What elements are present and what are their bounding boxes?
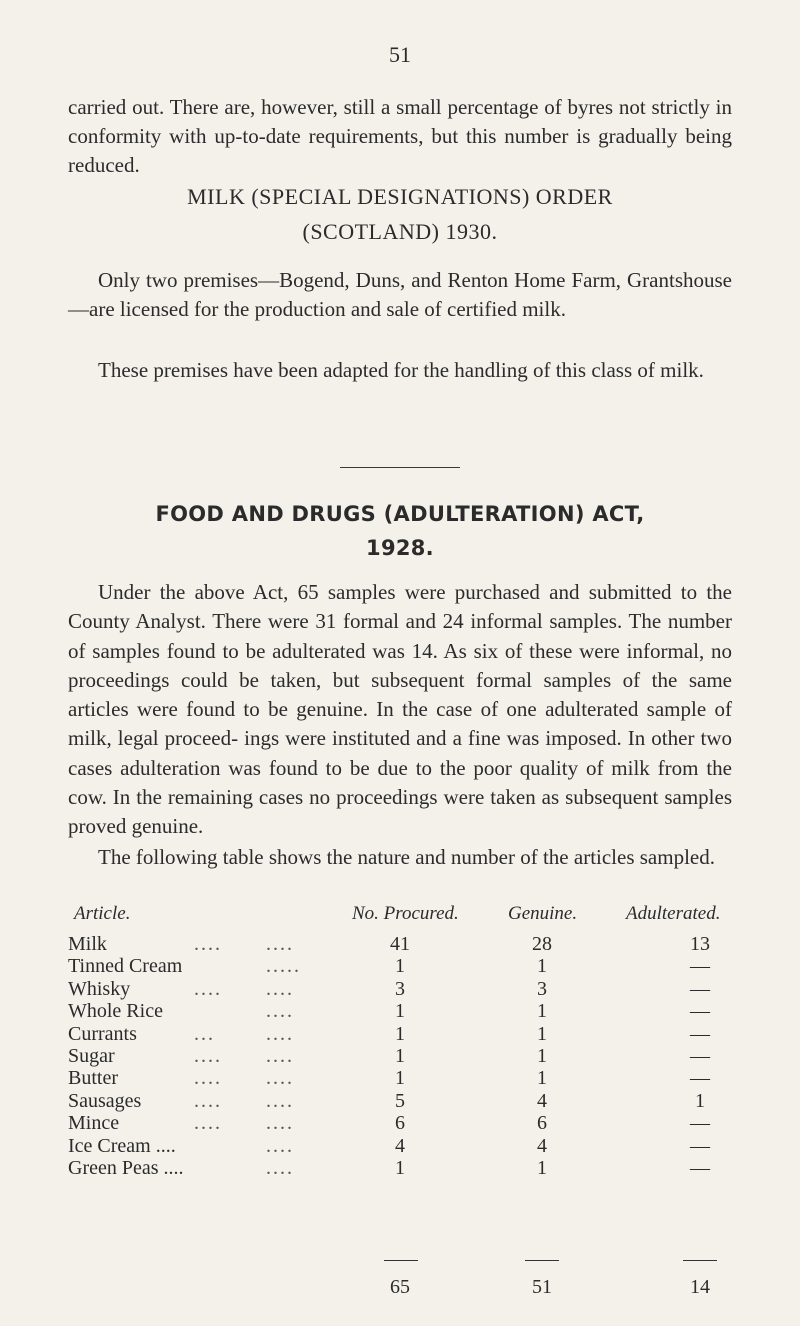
- cell-adulterated: —: [690, 1157, 710, 1179]
- cell-genuine: 1: [537, 1157, 547, 1179]
- cell-genuine: 3: [537, 977, 547, 1000]
- cell-leader-dots: ....: [266, 1000, 294, 1023]
- cell-adulterated: —: [690, 1022, 710, 1045]
- cell-article: Tinned Cream: [68, 955, 183, 978]
- table-totals-row: [0, 1276, 800, 1300]
- cell-adulterated: —: [690, 1067, 710, 1090]
- table-row: [0, 1135, 800, 1159]
- table-row: [0, 955, 800, 979]
- paragraph-adapted: These premises have been adapted for the handling of this class of milk.: [98, 358, 704, 382]
- paragraph-premises: Only two premises—Bogend, Duns, and Renton Home Farm, Grantshouse—are licensed for the production and sale of certified milk.: [68, 268, 732, 321]
- paragraph-samples: Under the above Act, 65 samples were purchased and submitted to the County Analyst. There were 31 formal and 24 informal samples. The number of samples found to be adulterated was 14. As six of these were informal, no proceedings could be taken, but subsequent formal samples of the same articles were found to be genuine. In the case of one adulterated sample of milk, legal proceed- ings were instituted and a fine was imposed. In other two cases adulteration was found to be due to the poor quality of milk from the cow. In the remaining cases no proceedings were taken as subsequent samples proved genuine.: [68, 580, 732, 839]
- total-rule-procured: [384, 1260, 418, 1261]
- cell-leader-dots: ....: [266, 977, 294, 1000]
- cell-article: Butter: [68, 1067, 118, 1090]
- table-row: [0, 1112, 800, 1136]
- cell-genuine: 1: [537, 1000, 547, 1023]
- cell-adulterated: —: [690, 1134, 710, 1157]
- cell-article: Milk: [68, 933, 107, 955]
- total-procured: 65: [390, 1276, 410, 1298]
- cell-article: Green Peas ....: [68, 1157, 184, 1179]
- cell-genuine: 6: [537, 1112, 547, 1135]
- table-row: [0, 1090, 800, 1114]
- total-genuine: 51: [532, 1276, 552, 1298]
- cell-leader-dots: ....: [194, 1045, 222, 1067]
- paragraph-byres: carried out. There are, however, still a small percentage of byres not strictly in conformity with up-to-date requirements, but this number is gradually being reduced.: [68, 95, 732, 177]
- cell-genuine: 1: [537, 1022, 547, 1045]
- cell-procured: 1: [395, 1045, 405, 1067]
- cell-procured: 1: [395, 955, 405, 978]
- cell-leader-dots: .....: [266, 955, 301, 978]
- cell-procured: 6: [395, 1112, 405, 1135]
- cell-article: Whole Rice: [68, 1000, 163, 1023]
- cell-leader-dots: ....: [266, 1089, 294, 1112]
- total-adulterated: 14: [690, 1276, 710, 1298]
- section-divider: [340, 467, 460, 468]
- cell-genuine: 28: [532, 933, 552, 955]
- cell-procured: 1: [395, 1022, 405, 1045]
- table-header-genuine: Genuine.: [508, 903, 578, 924]
- total-rule-genuine: [525, 1260, 559, 1261]
- cell-leader-dots: ....: [194, 1089, 222, 1112]
- cell-procured: 1: [395, 1000, 405, 1023]
- cell-adulterated: —: [690, 955, 710, 978]
- table-row: [0, 978, 800, 1002]
- cell-leader-dots: ....: [194, 1067, 222, 1090]
- table-row: [0, 933, 800, 957]
- table-row: [0, 1067, 800, 1091]
- cell-leader-dots: ....: [266, 1134, 294, 1157]
- cell-article: Whisky: [68, 977, 131, 1000]
- heading-milk-order-line1: MILK (SPECIAL DESIGNATIONS) ORDER: [187, 184, 613, 209]
- cell-adulterated: —: [690, 977, 710, 1000]
- cell-genuine: 1: [537, 955, 547, 978]
- cell-adulterated: —: [690, 1000, 710, 1023]
- cell-procured: 3: [395, 977, 405, 1000]
- cell-procured: 1: [395, 1157, 405, 1179]
- cell-article: Mince: [68, 1112, 120, 1135]
- cell-leader-dots: ....: [194, 1112, 222, 1135]
- table-row: [0, 1023, 800, 1047]
- cell-leader-dots: ....: [266, 1067, 294, 1090]
- cell-adulterated: —: [690, 1045, 710, 1067]
- heading-food-drugs-line1: FOOD AND DRUGS (ADULTERATION) ACT,: [155, 502, 645, 526]
- table-header-article: Article.: [74, 903, 131, 924]
- total-rule-adulterated: [683, 1260, 717, 1261]
- cell-leader-dots: ....: [266, 1157, 294, 1179]
- cell-leader-dots: ....: [266, 1045, 294, 1067]
- heading-milk-order-line2: (SCOTLAND) 1930.: [302, 219, 498, 244]
- table-row: [0, 1157, 800, 1181]
- cell-leader-dots: ...: [194, 1022, 215, 1045]
- paragraph-table-intro: The following table shows the nature and number of the articles sampled.: [98, 845, 715, 869]
- cell-procured: 5: [395, 1089, 405, 1112]
- cell-adulterated: 13: [690, 933, 710, 955]
- cell-leader-dots: ....: [266, 1022, 294, 1045]
- cell-leader-dots: ....: [266, 1112, 294, 1135]
- cell-leader-dots: ....: [194, 977, 222, 1000]
- cell-procured: 41: [390, 933, 410, 955]
- cell-article: Currants: [68, 1022, 137, 1045]
- page-number: 51: [389, 42, 411, 67]
- cell-adulterated: —: [690, 1112, 710, 1135]
- cell-procured: 1: [395, 1067, 405, 1090]
- cell-leader-dots: ....: [194, 933, 222, 955]
- table-header-adulterated: Adulterated.: [626, 903, 721, 924]
- heading-food-drugs-line2: 1928.: [366, 536, 434, 560]
- cell-leader-dots: ....: [266, 933, 294, 955]
- cell-article: Sausages: [68, 1089, 142, 1112]
- cell-genuine: 1: [537, 1045, 547, 1067]
- table-header-procured: No. Procured.: [352, 903, 459, 924]
- cell-article: Sugar: [68, 1045, 115, 1067]
- cell-genuine: 1: [537, 1067, 547, 1090]
- cell-genuine: 4: [537, 1089, 547, 1112]
- table-row: [0, 1000, 800, 1024]
- table-row: [0, 1045, 800, 1069]
- cell-genuine: 4: [537, 1134, 547, 1157]
- cell-procured: 4: [395, 1134, 405, 1157]
- cell-article: Ice Cream ....: [68, 1134, 176, 1157]
- cell-adulterated: 1: [695, 1089, 705, 1112]
